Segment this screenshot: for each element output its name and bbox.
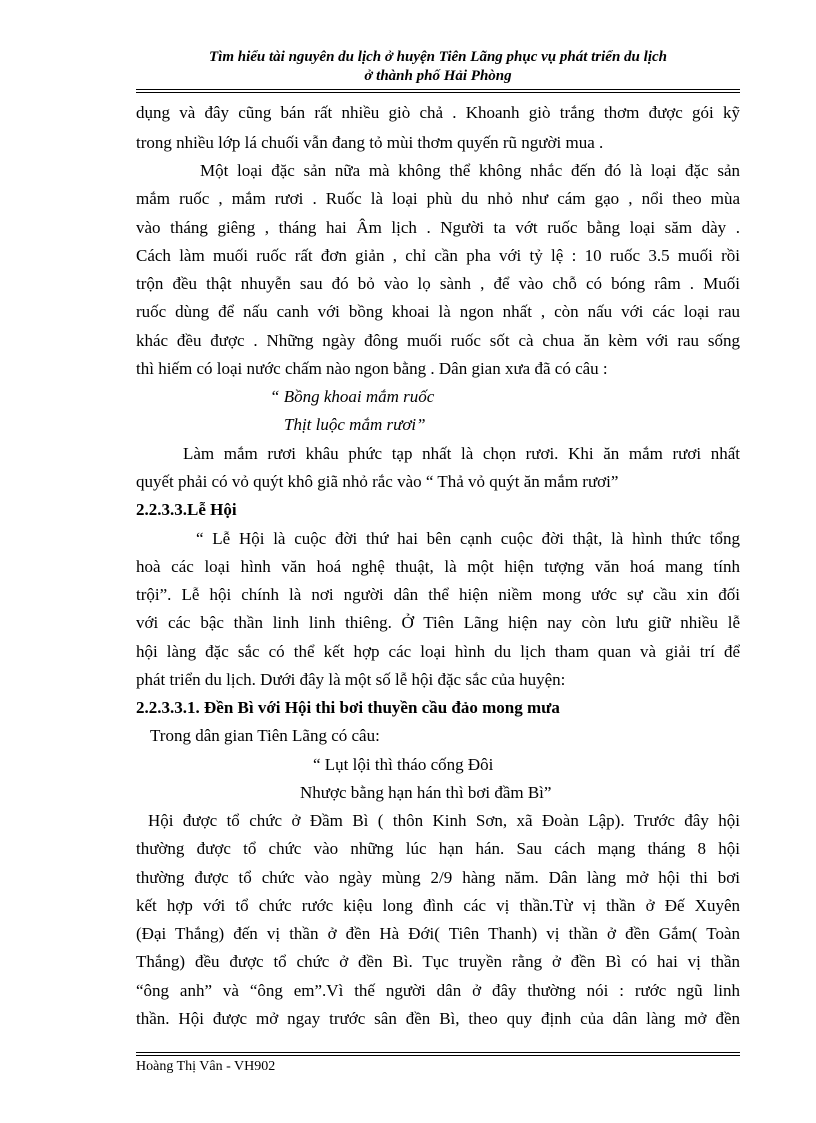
- header-title-line-1: Tìm hiểu tài nguyên du lịch ở huyện Tiên Lãng phục vụ phát triển du lịch: [209, 49, 667, 65]
- text-line: thường được tổ chức vào ngày mùng 2/9 hàng năm. Dân làng mở hội thi bơi: [136, 868, 740, 887]
- text-line: thường được tổ chức vào những lúc hạn hán. Sau cách mạng tháng 8 hội: [136, 839, 740, 858]
- footer-rule-thin: [136, 1052, 740, 1053]
- text-line: “ Lễ Hội là cuộc đời thứ hai bên cạnh cuộc đời thật, là hình thức tổng: [196, 529, 740, 548]
- text-line: Một loại đặc sản nữa mà không thể không nhắc đến đó là loại đặc sản: [200, 161, 740, 180]
- text-line: thần. Hội được mở ngay trước sân đền Bì, theo quy định của dân làng mở đền: [136, 1009, 740, 1028]
- text-line: kết hợp với tổ chức rước kiệu long đình các vị thần.Từ vị thần ở Đế Xuyên: [136, 896, 740, 915]
- footer-rule-thick: [136, 1055, 740, 1056]
- text-line: phát triển du lịch. Dưới đây là một số lễ hội đặc sắc của huyện:: [136, 670, 566, 689]
- text-line: Cách làm muối ruốc rất đơn giản , chỉ cần pha với tỷ lệ : 10 ruốc 3.5 muối rồi: [136, 246, 740, 265]
- poem-line: Nhược bằng hạn hán thì bơi đầm Bì”: [300, 783, 552, 802]
- header-rule-thin: [136, 92, 740, 93]
- text-line: “ông anh” và “ông em”.Vì thế người dân ở đây thường nói : rước ngũ linh: [136, 981, 740, 1000]
- text-line: trộn đều thật nhuyễn sau đó bỏ vào lọ sành , để vào chỗ có bóng râm . Muối: [136, 274, 740, 293]
- text-line: thì hiếm có loại nước chấm nào ngon bằng . Dân gian xưa đã có câu :: [136, 359, 608, 378]
- header-title-line-2: ở thành phố Hải Phòng: [364, 68, 512, 84]
- text-line: hoà các loại hình văn hoá nghệ thuật, là một hiện tượng văn hoá mang tính: [136, 557, 740, 576]
- text-line: trong nhiều lớp lá chuối vẫn đang tỏ mùi thơm quyến rũ người mua .: [136, 133, 604, 152]
- poem-line: “ Bồng khoai mắm ruốc: [270, 387, 435, 406]
- page-header: [136, 48, 740, 86]
- text-line: Làm mắm rươi khâu phức tạp nhất là chọn rươi. Khi ăn mắm rươi nhất: [183, 444, 740, 463]
- text-line: với các bậc thần linh linh thiêng. Ở Tiên Lãng hiện nay còn lưu giữ nhiều lễ: [136, 613, 740, 632]
- text-line: hội làng đặc sắc có thể kết hợp các loại hình du lịch tham quan và giải trí để: [136, 642, 740, 661]
- poem-line: “ Lụt lội thì tháo cống Đôi: [313, 755, 494, 774]
- poem-line: Thịt luộc mắm rươi”: [284, 415, 426, 434]
- subsection-heading: 2.2.3.3.1. Đền Bì với Hội thi bơi thuyền cầu đảo mong mưa: [136, 698, 560, 717]
- text-line: vào tháng giêng , tháng hai Âm lịch . Người ta vớt ruốc bằng loại săm dày .: [136, 218, 740, 237]
- text-line: Trong dân gian Tiên Lãng có câu:: [150, 726, 380, 745]
- header-rule-thick: [136, 89, 740, 90]
- footer-author: Hoàng Thị Vân - VH902: [136, 1059, 276, 1074]
- text-line: quyết phải có vỏ quýt khô giã nhỏ rắc vào “ Thả vỏ quýt ăn mắm rươi”: [136, 472, 619, 491]
- text-line: ruốc dùng để nấu canh với bồng khoai là ngon nhất , còn nấu với các loại rau: [136, 302, 740, 321]
- text-line: dụng và đây cũng bán rất nhiều giò chả . Khoanh giò trắng thơm được gói kỹ: [136, 103, 740, 122]
- text-line: (Đại Thắng) đến vị thần ở đền Hà Đới( Tiên Thanh) vị thần ở đền Gắm( Toàn: [136, 924, 740, 943]
- section-heading: 2.2.3.3.Lễ Hội: [136, 500, 237, 519]
- text-line: mắm ruốc , mắm rươi . Ruốc là loại phù du nhỏ như cám gạo , nổi theo mùa: [136, 189, 740, 208]
- text-line: Thắng) đều được tổ chức ở đền Bì. Tục truyền rằng ở đền Bì có hai vị thần: [136, 952, 740, 971]
- text-line: trội”. Lễ hội chính là nơi người dân thể hiện niềm mong ước sự cầu xin đối: [136, 585, 740, 604]
- text-line: Hội được tổ chức ở Đầm Bì ( thôn Kinh Sơn, xã Đoàn Lập). Trước đây hội: [148, 811, 740, 830]
- text-line: khác đều được . Những ngày đông muối ruốc sốt cà chua ăn kèm với rau sống: [136, 331, 740, 350]
